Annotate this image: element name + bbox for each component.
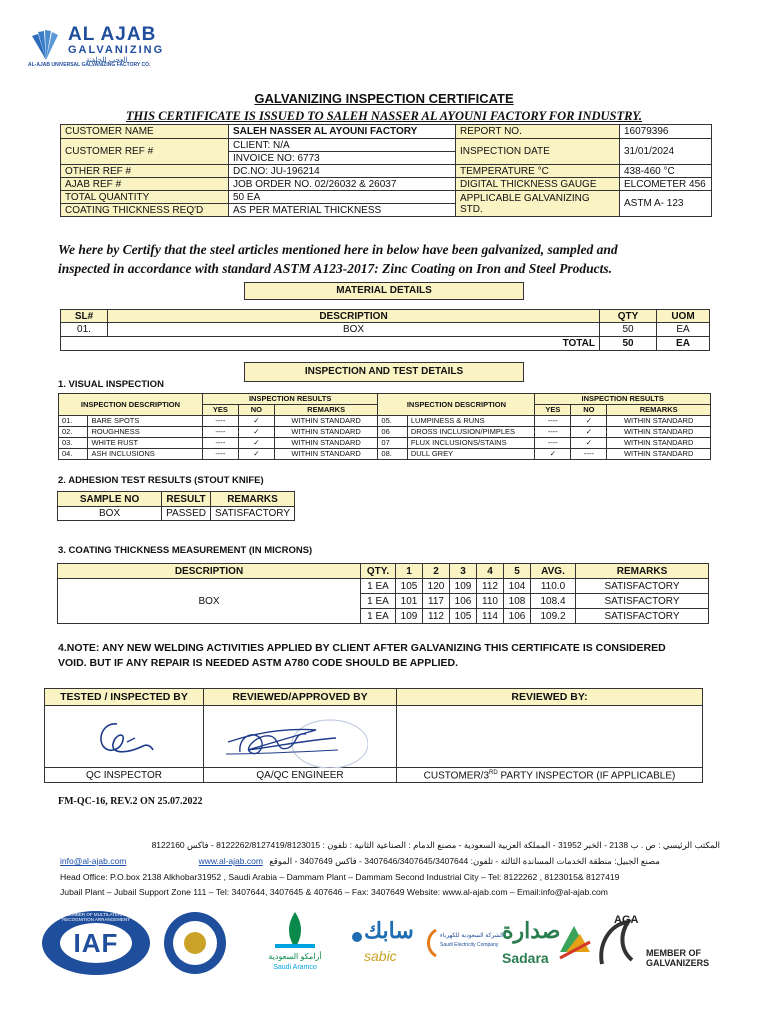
visual-h-yes-right: YES bbox=[535, 405, 571, 416]
adhesion-title: 2. ADHESION TEST RESULTS (STOUT KNIFE) bbox=[58, 475, 264, 486]
material-header-sl: SL# bbox=[61, 310, 108, 323]
visual-inspection-title: 1. VISUAL INSPECTION bbox=[58, 379, 164, 390]
visual-right-desc: LUMPINESS & RUNS bbox=[407, 416, 535, 427]
visual-right-no-result: ---- bbox=[571, 449, 607, 460]
visual-right-remarks: WITHIN STANDARD bbox=[607, 427, 711, 438]
sabic-arabic: سابك bbox=[364, 918, 414, 943]
visual-right-desc: DROSS INCLUSION/PIMPLES bbox=[407, 427, 535, 438]
footer-arabic-2: مصنع الجبيل: منطقة الخدمات المساندة الثالثة - تلفون: 3407646/3407645/3407644 - فاكس 3407649 - الموقع bbox=[269, 856, 660, 866]
visual-left-no: 03. bbox=[59, 438, 88, 449]
reviewed-by-header: REVIEWED BY: bbox=[397, 689, 703, 706]
visual-right-no: 05. bbox=[378, 416, 407, 427]
visual-h-desc-left: INSPECTION DESCRIPTION bbox=[59, 394, 203, 416]
report-no-label: REPORT NO. bbox=[456, 125, 620, 139]
visual-left-yes: ---- bbox=[202, 449, 238, 460]
visual-right-no-result: ✓ bbox=[571, 416, 607, 427]
coating-v4: 112 bbox=[477, 579, 504, 594]
visual-right-no-result: ✓ bbox=[571, 438, 607, 449]
visual-left-desc: BARE SPOTS bbox=[88, 416, 202, 427]
page-subtitle: THIS CERTIFICATE IS ISSUED TO SALEH NASSER AL AYOUNI FACTORY FOR INDUSTRY. bbox=[125, 109, 643, 123]
certify-line-2: inspected in accordance with standard ASTM A123-2017: Zinc Coating on Iron and Steel Products. bbox=[58, 261, 613, 276]
ajab-ref: JOB ORDER NO. 02/26032 & 26037 bbox=[229, 178, 456, 191]
coating-v3: 105 bbox=[450, 609, 477, 624]
visual-left-yes: ---- bbox=[202, 427, 238, 438]
note-line-1: 4.NOTE: ANY NEW WELDING ACTIVITIES APPLIED BY CLIENT AFTER GALVANIZING THIS CERTIFICATE IS CONSIDERED bbox=[58, 642, 666, 654]
sec-icon bbox=[424, 928, 440, 958]
material-desc: BOX bbox=[108, 323, 600, 337]
visual-left-remarks: WITHIN STANDARD bbox=[274, 438, 378, 449]
coating-h-qty: QTY. bbox=[361, 564, 396, 579]
footer-web-link[interactable]: www.al-ajab.com bbox=[198, 856, 263, 866]
visual-row bbox=[59, 427, 711, 438]
visual-left-remarks: WITHIN STANDARD bbox=[274, 427, 378, 438]
coating-remarks: SATISFACTORY bbox=[576, 594, 709, 609]
coating-h-2: 2 bbox=[423, 564, 450, 579]
material-total-label: TOTAL bbox=[108, 337, 600, 351]
logo-text-top: AL AJAB bbox=[68, 24, 157, 45]
iaf-logo bbox=[40, 910, 152, 976]
material-qty: 50 bbox=[600, 323, 657, 337]
coating-v3: 106 bbox=[450, 594, 477, 609]
footer-line-3: Head Office: P.O.box 2138 Alkhobar31952 , Saudi Arabia – Dammam Plant – Dammam Second Industrial City – Tel: 8122262 , 8123015& 8127419 bbox=[60, 872, 620, 882]
member-line-2: GALVANIZERS bbox=[646, 958, 710, 968]
invoice: INVOICE NO: 6773 bbox=[229, 152, 456, 165]
visual-right-remarks: WITHIN STANDARD bbox=[607, 438, 711, 449]
sadara-logo bbox=[498, 918, 594, 974]
footer-line-4: Jubail Plant – Jubail Support Zone 111 – Tel: 3407644, 3407645 & 407646 – Fax: 3407649 Website: www.al-ajab.com – Email:info@al-ajab.com bbox=[60, 887, 608, 897]
iaf-ring-text: MEMBER OF MULTILATERAL RECOGNITION ARRANGEMENT bbox=[62, 912, 130, 922]
visual-h-yes-left: YES bbox=[202, 405, 238, 416]
adhesion-table bbox=[57, 491, 295, 521]
accreditation-seal-icon bbox=[164, 912, 226, 974]
customer-name: SALEH NASSER AL AYOUNI FACTORY bbox=[229, 125, 456, 139]
visual-left-no: 01. bbox=[59, 416, 88, 427]
material-uom: EA bbox=[657, 323, 710, 337]
visual-left-no-result: ✓ bbox=[238, 416, 274, 427]
coating-v4: 114 bbox=[477, 609, 504, 624]
coating-req-label: COATING THICKNESS REQ'D bbox=[61, 204, 229, 217]
qc-signature-cell bbox=[45, 706, 204, 768]
reviewed-approved-header: REVIEWED/APPROVED BY bbox=[204, 689, 397, 706]
qa-signature-cell bbox=[204, 706, 397, 768]
coating-h-3: 3 bbox=[450, 564, 477, 579]
visual-h-results-right: INSPECTION RESULTS bbox=[535, 394, 711, 405]
visual-table bbox=[58, 393, 711, 460]
customer-ref-label: CUSTOMER REF # bbox=[61, 139, 229, 165]
adhesion-h-result: RESULT bbox=[162, 492, 211, 507]
visual-right-yes: ✓ bbox=[535, 449, 571, 460]
inspection-date: 31/01/2024 bbox=[620, 139, 712, 165]
aramco-arabic: أرامكو السعودية bbox=[268, 952, 322, 961]
temperature-label: TEMPERATURE °C bbox=[456, 165, 620, 178]
footer-line-2 bbox=[60, 856, 720, 868]
visual-left-no: 02. bbox=[59, 427, 88, 438]
qa-qc-engineer-label: QA/QC ENGINEER bbox=[204, 768, 397, 783]
coating-remarks: SATISFACTORY bbox=[576, 579, 709, 594]
visual-right-no-result: ✓ bbox=[571, 427, 607, 438]
sec-text: Saudi Electricity Company bbox=[440, 942, 499, 948]
visual-left-yes: ---- bbox=[202, 438, 238, 449]
coating-avg: 110.0 bbox=[531, 579, 576, 594]
visual-right-desc: DULL GREY bbox=[407, 449, 535, 460]
coating-avg: 108.4 bbox=[531, 594, 576, 609]
visual-left-desc: WHITE RUST bbox=[88, 438, 202, 449]
visual-left-yes: ---- bbox=[202, 416, 238, 427]
aramco-logo bbox=[250, 910, 340, 976]
other-ref: DC.NO: JU-196214 bbox=[229, 165, 456, 178]
visual-h-desc-right: INSPECTION DESCRIPTION bbox=[378, 394, 535, 416]
sadara-icon bbox=[556, 922, 592, 962]
coating-v5: 108 bbox=[504, 594, 531, 609]
ajab-ref-label: AJAB REF # bbox=[61, 178, 229, 191]
aga-logo bbox=[594, 914, 638, 974]
coating-qty: 1 EA bbox=[361, 594, 396, 609]
coating-qty: 1 EA bbox=[361, 579, 396, 594]
visual-h-remarks-right: REMARKS bbox=[607, 405, 711, 416]
sec-arabic: الشركة السعودية للكهرباء bbox=[440, 933, 504, 939]
coating-v2: 120 bbox=[423, 579, 450, 594]
coating-v2: 117 bbox=[423, 594, 450, 609]
qa-signature-image bbox=[218, 708, 368, 768]
other-ref-label: OTHER REF # bbox=[61, 165, 229, 178]
visual-left-desc: ROUGHNESS bbox=[88, 427, 202, 438]
info-table bbox=[60, 124, 712, 217]
visual-left-no-result: ✓ bbox=[238, 427, 274, 438]
visual-right-yes: ---- bbox=[535, 438, 571, 449]
sec-logo bbox=[424, 928, 504, 968]
material-total-qty: 50 bbox=[600, 337, 657, 351]
qc-inspector-label: QC INSPECTOR bbox=[45, 768, 204, 783]
std-label: APPLICABLE GALVANIZING STD. bbox=[456, 191, 620, 217]
material-total-uom: EA bbox=[657, 337, 710, 351]
adhesion-sample: BOX bbox=[58, 507, 162, 521]
total-qty-label: TOTAL QUANTITY bbox=[61, 191, 229, 204]
aramco-icon bbox=[265, 910, 325, 950]
aramco-text: Saudi Aramco bbox=[273, 964, 317, 971]
company-name-line: AL-AJAB UNIVERSAL GALVANIZING FACTORY CO. bbox=[28, 62, 151, 68]
tested-by-header: TESTED / INSPECTED BY bbox=[45, 689, 204, 706]
coating-desc: BOX bbox=[58, 579, 361, 624]
coating-row bbox=[58, 579, 709, 594]
report-no: 16079396 bbox=[620, 125, 712, 139]
material-header-qty: QTY bbox=[600, 310, 657, 323]
visual-left-no: 04. bbox=[59, 449, 88, 460]
visual-left-remarks: WITHIN STANDARD bbox=[274, 416, 378, 427]
adhesion-result: PASSED bbox=[162, 507, 211, 521]
customer-inspector-label bbox=[397, 768, 703, 783]
coating-v1: 109 bbox=[396, 609, 423, 624]
visual-right-yes: ---- bbox=[535, 427, 571, 438]
visual-h-results-left: INSPECTION RESULTS bbox=[202, 394, 378, 405]
visual-right-no: 07 bbox=[378, 438, 407, 449]
visual-row bbox=[59, 449, 711, 460]
material-table bbox=[60, 309, 710, 351]
logo-text-bottom: GALVANIZING bbox=[68, 44, 165, 56]
gauge-label: DIGITAL THICKNESS GAUGE bbox=[456, 178, 620, 191]
visual-right-desc: FLUX INCLUSIONS/STAINS bbox=[407, 438, 535, 449]
material-details-title: MATERIAL DETAILS bbox=[244, 282, 524, 300]
coating-v1: 105 bbox=[396, 579, 423, 594]
page-title: GALVANIZING INSPECTION CERTIFICATE bbox=[254, 91, 514, 106]
coating-table bbox=[57, 563, 709, 624]
adhesion-h-sample: SAMPLE NO bbox=[58, 492, 162, 507]
material-sl: 01. bbox=[61, 323, 108, 337]
footer-arabic-1: المكتب الرئيسي : ص . ب 2138 - الخبر 31952 - المملكة العربية السعودية - مصنع الدمام : الصناعية الثانية : تلفون : 8122262/8127419/8123015 - فاكس 8122160 bbox=[151, 840, 720, 850]
coating-avg: 109.2 bbox=[531, 609, 576, 624]
coating-v3: 109 bbox=[450, 579, 477, 594]
customer-inspector-text-a: CUSTOMER/3 bbox=[423, 770, 490, 782]
footer-email-link[interactable]: info@al-ajab.com bbox=[60, 856, 127, 866]
coating-req: AS PER MATERIAL THICKNESS bbox=[229, 204, 456, 217]
coating-h-1: 1 bbox=[396, 564, 423, 579]
coating-remarks: SATISFACTORY bbox=[576, 609, 709, 624]
coating-h-5: 5 bbox=[504, 564, 531, 579]
gauge: ELCOMETER 456 bbox=[620, 178, 712, 191]
customer-inspector-text-b: PARTY INSPECTOR (IF APPLICABLE) bbox=[497, 770, 676, 782]
form-reference: FM-QC-16, REV.2 ON 25.07.2022 bbox=[58, 796, 203, 807]
coating-v2: 112 bbox=[423, 609, 450, 624]
qc-signature-image bbox=[87, 716, 167, 760]
coating-h-4: 4 bbox=[477, 564, 504, 579]
inspection-date-label: INSPECTION DATE bbox=[456, 139, 620, 165]
visual-left-remarks: WITHIN STANDARD bbox=[274, 449, 378, 460]
visual-right-remarks: WITHIN STANDARD bbox=[607, 416, 711, 427]
note-line-2: VOID. BUT IF ANY REPAIR IS NEEDED ASTM A780 CODE SHOULD BE APPLIED. bbox=[58, 657, 459, 669]
sabic-text: sabic bbox=[364, 948, 397, 964]
visual-row bbox=[59, 416, 711, 427]
std: ASTM A- 123 bbox=[620, 191, 712, 217]
iaf-text: IAF bbox=[73, 928, 119, 958]
signature-table bbox=[44, 688, 703, 783]
coating-h-desc: DESCRIPTION bbox=[58, 564, 361, 579]
logo-arabic: العجب للجلفنة bbox=[86, 57, 128, 64]
coating-v5: 104 bbox=[504, 579, 531, 594]
visual-h-remarks-left: REMARKS bbox=[274, 405, 378, 416]
visual-left-desc: ASH INCLUSIONS bbox=[88, 449, 202, 460]
visual-right-remarks: WITHIN STANDARD bbox=[607, 449, 711, 460]
adhesion-remarks: SATISFACTORY bbox=[210, 507, 294, 521]
temperature: 438-460 °C bbox=[620, 165, 712, 178]
customer-name-label: CUSTOMER NAME bbox=[61, 125, 229, 139]
coating-h-avg: AVG. bbox=[531, 564, 576, 579]
coating-h-remarks: REMARKS bbox=[576, 564, 709, 579]
customer-inspector-sup: RD bbox=[489, 770, 498, 777]
visual-h-no-right: NO bbox=[571, 405, 607, 416]
material-header-uom: UOM bbox=[657, 310, 710, 323]
visual-row bbox=[59, 438, 711, 449]
visual-left-no-result: ✓ bbox=[238, 438, 274, 449]
total-qty: 50 EA bbox=[229, 191, 456, 204]
logo-fan-icon bbox=[26, 26, 66, 62]
coating-v1: 101 bbox=[396, 594, 423, 609]
coating-qty: 1 EA bbox=[361, 609, 396, 624]
customer-signature-cell bbox=[397, 706, 703, 768]
sabic-icon bbox=[350, 930, 364, 944]
aga-text: AGA bbox=[614, 914, 639, 926]
coating-v5: 106 bbox=[504, 609, 531, 624]
member-line-1: MEMBER OF bbox=[646, 948, 701, 958]
adhesion-h-remarks: REMARKS bbox=[210, 492, 294, 507]
visual-left-no-result: ✓ bbox=[238, 449, 274, 460]
visual-right-no: 06 bbox=[378, 427, 407, 438]
sadara-arabic: صدارة bbox=[502, 918, 561, 943]
certify-line-1: We here by Certify that the steel articles mentioned here in below have been galvanized, sampled and bbox=[58, 242, 618, 257]
coating-v4: 110 bbox=[477, 594, 504, 609]
inspection-details-title: INSPECTION AND TEST DETAILS bbox=[244, 362, 524, 382]
sadara-text: Sadara bbox=[502, 950, 549, 966]
material-header-desc: DESCRIPTION bbox=[108, 310, 600, 323]
sabic-logo bbox=[350, 918, 420, 972]
visual-right-yes: ---- bbox=[535, 416, 571, 427]
visual-h-no-left: NO bbox=[238, 405, 274, 416]
coating-title: 3. COATING THICKNESS MEASUREMENT (IN MICRONS) bbox=[58, 545, 313, 556]
visual-right-no: 08. bbox=[378, 449, 407, 460]
client: CLIENT: N/A bbox=[229, 139, 456, 152]
